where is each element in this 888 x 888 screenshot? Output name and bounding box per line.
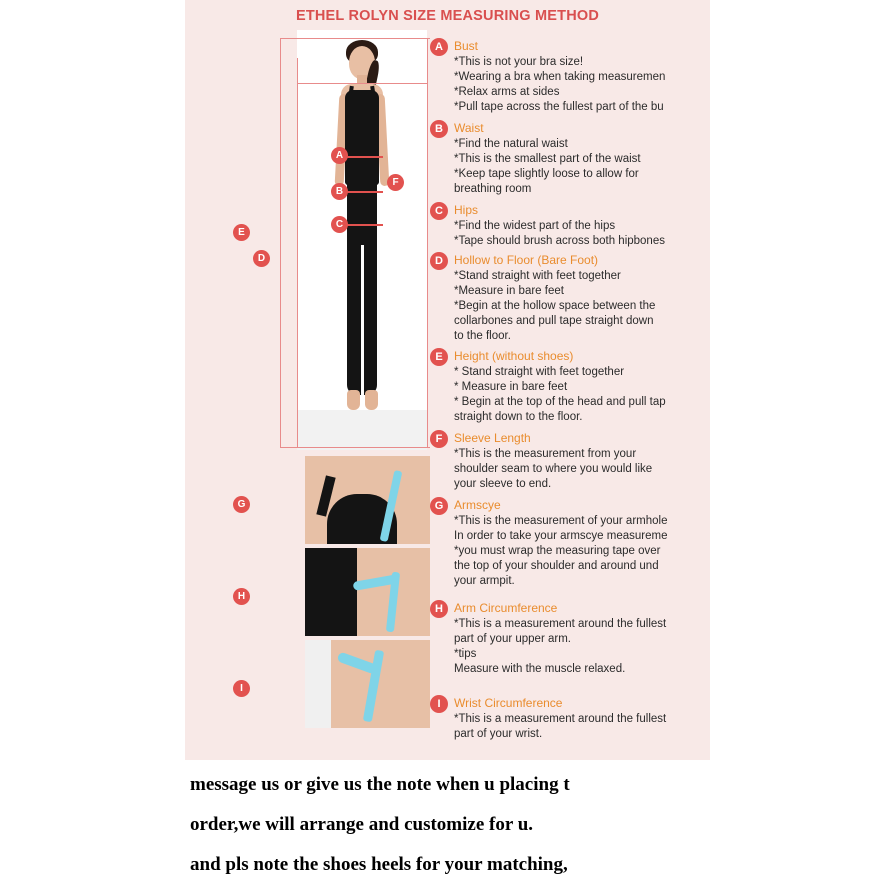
entry-line: *This is the measurement from your — [454, 448, 637, 460]
armscye-photo — [305, 456, 430, 544]
model-floor — [297, 410, 427, 450]
entry-line: straight down to the floor. — [454, 411, 583, 423]
note-line-3: and pls note the shoes heels for your matching, — [190, 854, 568, 875]
arm-circumference-photo — [305, 548, 430, 636]
entry-line: * Measure in bare feet — [454, 381, 568, 393]
hollow-to-floor-marker: D — [253, 250, 270, 267]
model-photo — [297, 30, 427, 450]
entry-line: *This is the measurement of your armhole — [454, 515, 668, 527]
entry-line: *This is the smallest part of the waist — [454, 153, 641, 165]
page-title: ETHEL ROLYN SIZE MEASURING METHOD — [295, 8, 600, 24]
entry-line: *Pull tape across the fullest part of the bu — [454, 101, 664, 113]
height-guide-line — [280, 38, 281, 448]
entry-lines — [454, 617, 710, 677]
right-guide-line — [427, 38, 428, 448]
entry-line: the top of your shoulder and around und — [454, 560, 659, 572]
height-marker: E — [233, 224, 250, 241]
entry-heading: Waist — [454, 121, 484, 135]
entry-badge: C — [430, 202, 448, 220]
entry-line: * Begin at the top of the head and pull tap — [454, 396, 666, 408]
model-foot-left — [347, 390, 360, 410]
entry-heading: Bust — [454, 39, 479, 53]
entry-lines — [454, 137, 710, 197]
entry-lines — [454, 514, 710, 589]
entry-badge: H — [430, 600, 448, 618]
sleeve-length-marker: F — [387, 174, 404, 191]
hips-marker: C — [331, 216, 348, 233]
entry-line: part of your upper arm. — [454, 633, 571, 645]
entry-line: *you must wrap the measuring tape over — [454, 545, 661, 557]
entry-line: *Stand straight with feet together — [454, 270, 621, 282]
entry-badge: G — [430, 497, 448, 515]
note-line-2: order,we will arrange and customize for u. — [190, 814, 534, 835]
entry-lines — [454, 219, 710, 249]
entry-badge: I — [430, 695, 448, 713]
wrist-circumference-marker: I — [233, 680, 250, 697]
shoulder-guide-line — [297, 83, 427, 84]
entry-heading: Sleeve Length — [454, 431, 531, 445]
entry-line: *Begin at the hollow space between the — [454, 300, 656, 312]
entry-line: *Find the natural waist — [454, 138, 568, 150]
entry-heading: Arm Circumference — [454, 601, 558, 615]
model-top — [345, 90, 379, 185]
entry-lines — [454, 365, 710, 425]
entry-heading: Armscye — [454, 498, 501, 512]
bust-marker: A — [331, 147, 348, 164]
entry-badge: D — [430, 252, 448, 270]
model-leg-gap — [361, 245, 364, 395]
entry-lines — [454, 55, 710, 115]
entry-heading: Height (without shoes) — [454, 349, 574, 363]
entry-line: * Stand straight with feet together — [454, 366, 625, 378]
entry-line: to the floor. — [454, 330, 511, 342]
waist-marker: B — [331, 183, 348, 200]
entry-badge: B — [430, 120, 448, 138]
entry-line: *Relax arms at sides — [454, 86, 560, 98]
entry-line: *Find the widest part of the hips — [454, 220, 616, 232]
note-line-1: message us or give us the note when u placing t — [190, 774, 570, 795]
entry-heading: Wrist Circumference — [454, 696, 563, 710]
entry-line: shoulder seam to where you would like — [454, 463, 653, 475]
entry-line: your sleeve to end. — [454, 478, 552, 490]
illustration-column — [235, 28, 450, 748]
entry-line: *Tape should brush across both hipbones — [454, 235, 665, 247]
entry-line: In order to take your armscye measureme — [454, 530, 668, 542]
entry-line: Measure with the muscle relaxed. — [454, 663, 626, 675]
entry-line: collarbones and pull tape straight down — [454, 315, 654, 327]
entry-lines — [454, 269, 710, 344]
entry-line: *tips — [454, 648, 477, 660]
entry-badge: F — [430, 430, 448, 448]
entry-badge: A — [430, 38, 448, 56]
entry-heading: Hollow to Floor (Bare Foot) — [454, 253, 599, 267]
entry-line: your armpit. — [454, 575, 515, 587]
entry-heading: Hips — [454, 203, 479, 217]
wrist-bg — [305, 640, 331, 728]
entry-line: *Keep tape slightly loose to allow for — [454, 168, 639, 180]
hollow-guide-line — [297, 58, 298, 448]
entry-line: *This is not your bra size! — [454, 56, 584, 68]
entry-line: breathing room — [454, 183, 532, 195]
model-foot-right — [365, 390, 378, 410]
bottom-guide-line — [280, 447, 430, 448]
entry-line: *This is a measurement around the fullest — [454, 618, 667, 630]
entry-lines — [454, 447, 710, 492]
arm-body-top — [305, 548, 357, 636]
entry-lines — [454, 712, 710, 742]
entry-line: *This is a measurement around the fullest — [454, 713, 667, 725]
entry-line: *Measure in bare feet — [454, 285, 564, 297]
entry-badge: E — [430, 348, 448, 366]
entry-line: *Wearing a bra when taking measuremen — [454, 71, 666, 83]
armscye-marker: G — [233, 496, 250, 513]
top-guide-line — [280, 38, 430, 39]
size-chart-card — [185, 0, 710, 760]
wrist-circumference-photo — [305, 640, 430, 728]
bottom-note — [190, 765, 888, 885]
arm-circumference-marker: H — [233, 588, 250, 605]
entry-line: part of your wrist. — [454, 728, 543, 740]
